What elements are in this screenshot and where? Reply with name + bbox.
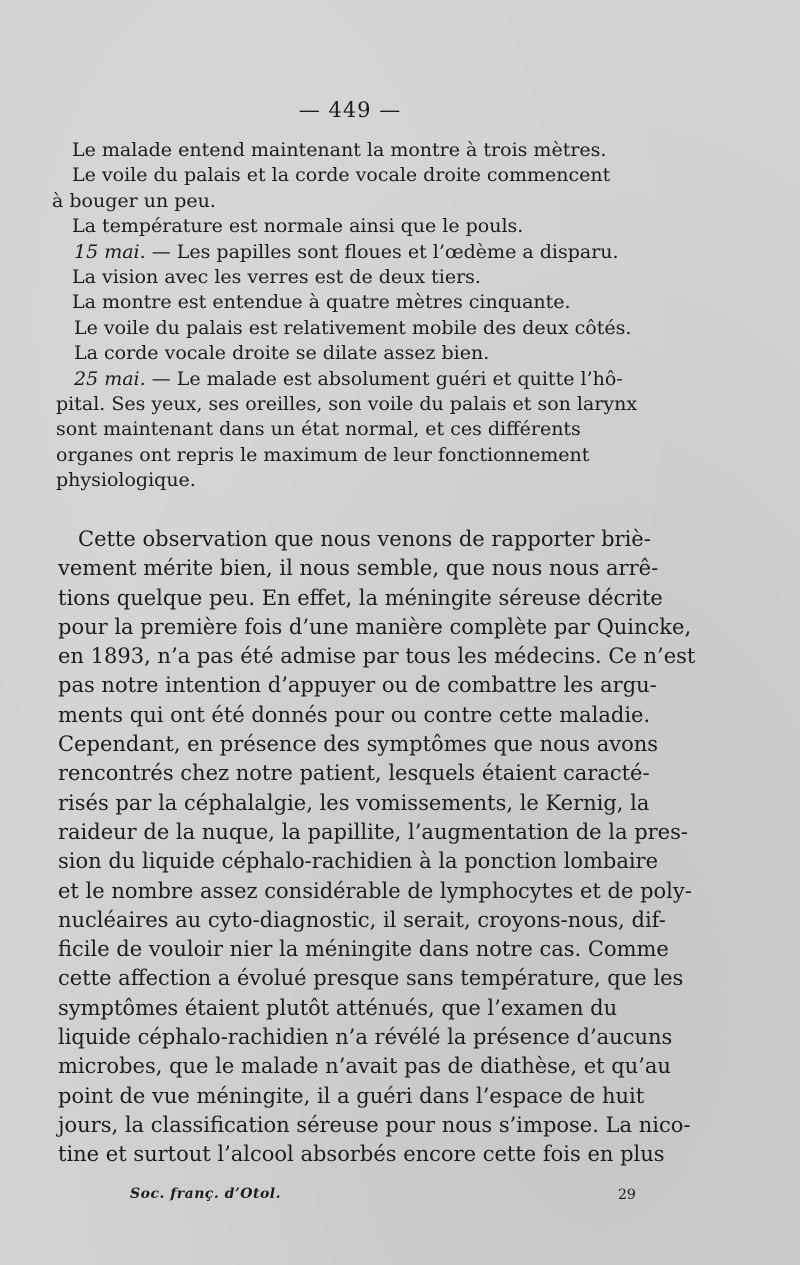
date-entry-text: — Les papilles sont floues et l’œdème a disparu. [145, 240, 619, 263]
text-line: vement mérite bien, il nous semble, que nous nous arrê- [58, 556, 659, 581]
date-label: 25 mai. [74, 367, 146, 390]
text-line: liquide céphalo-rachidien n’a révélé la présence d’aucuns [58, 1025, 673, 1050]
text-line: Le voile du palais est relativement mobile des deux côtés. [74, 316, 632, 339]
text-line: pas notre intention d’appuyer ou de combattre les argu- [58, 673, 657, 698]
text-line: risés par la céphalalgie, les vomissements, le Kernig, la [58, 790, 650, 815]
text-line: cette affection a évolué presque sans température, que les [58, 966, 684, 991]
date-entry-text: — Le malade est absolument guéri et quitte l’hô- [145, 367, 623, 390]
text-line: tions quelque peu. En effet, la méningite séreuse décrite [58, 585, 663, 610]
clinical-notes [52, 138, 677, 494]
text-line: rencontrés chez notre patient, lesquels étaient caracté- [58, 761, 650, 786]
text-line: Le voile du palais et la corde vocale droite commencent [72, 164, 611, 187]
text-line: et le nombre assez considérable de lymphocytes et de poly- [58, 878, 692, 903]
text-line: ments qui ont été donnés pour ou contre cette maladie. [58, 702, 651, 727]
text-line: Le malade entend maintenant la montre à trois mètres. [72, 139, 607, 161]
text-line: La température est normale ainsi que le pouls. [72, 215, 524, 238]
text-line: tine et surtout l’alcool absorbés encore cette fois en plus [58, 1142, 665, 1167]
date-label: 15 mai. [74, 240, 146, 263]
text-line: nucléaires au cyto-diagnostic, il serait, croyons-nous, dif- [58, 907, 666, 932]
text-line: microbes, que le malade n’avait pas de diathèse, et qu’au [58, 1054, 671, 1079]
text-line: Cette observation que nous venons de rapporter briè- [78, 527, 651, 551]
text-line: jours, la classification séreuse pour nous s’impose. La nico- [58, 1112, 691, 1137]
text-line: raideur de la nuque, la papillite, l’augmentation de la pres- [58, 819, 688, 844]
text-line: en 1893, n’a pas été admise par tous les médecins. Ce n’est [58, 644, 696, 669]
text-line: La vision avec les verres est de deux tiers. [72, 266, 481, 289]
text-line [52, 367, 677, 392]
text-line: symptômes étaient plutôt atténués, que l’examen du [58, 995, 618, 1020]
text-line: La montre est entendue à quatre mètres cinquante. [72, 291, 571, 314]
text-line: sion du liquide céphalo-rachidien à la ponction lombaire [58, 849, 659, 874]
text-line: sont maintenant dans un état normal, et ces différents [56, 418, 581, 441]
text-line: point de vue méningite, il a guéri dans l’espace de huit [58, 1083, 645, 1108]
discussion-paragraph [58, 525, 698, 1170]
text-line: organes ont repris le maximum de leur fonctionnement [56, 443, 590, 466]
text-line: à bouger un peu. [52, 189, 216, 212]
text-line: physiologique. [56, 469, 196, 492]
text-line: pour la première fois d’une manière complète par Quincke, [58, 614, 692, 639]
text-line: Cependant, en présence des symptômes que nous avons [58, 732, 659, 757]
signature-mark: 29 [618, 1187, 636, 1203]
text-line [52, 240, 677, 265]
text-line: ficile de vouloir nier la méningite dans notre cas. Comme [58, 937, 669, 962]
text-line: La corde vocale droite se dilate assez bien. [74, 342, 490, 365]
page-number: — 449 — [298, 98, 402, 122]
text-line: pital. Ses yeux, ses oreilles, son voile du palais et son larynx [56, 393, 638, 416]
journal-footer: Soc. franç. d’Otol. [130, 1186, 281, 1202]
